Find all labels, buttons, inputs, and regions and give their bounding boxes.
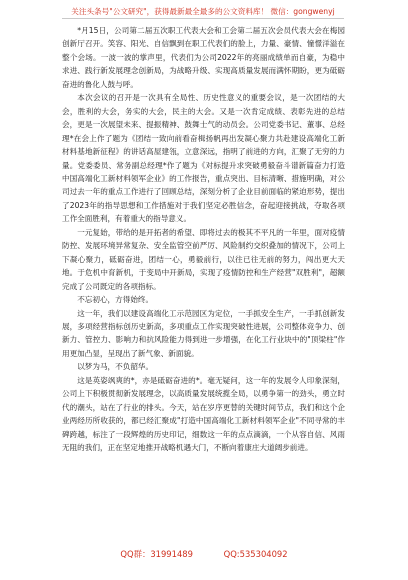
contact-footer (0, 547, 408, 561)
paragraph-achievements: 这一年，我们以建设高端化工示范园区为定位，一手抓安全生产，一手抓创新发展，多项经营指标创历史新高，多项重点工作实现突破性进展，公司整体竞争力、创新力、管控力、影响力和抗风险能力得到进一步增强，在化工行业块中的"顶梁柱"作用更加凸显，呈现出了新气象、新面貌。 (62, 308, 345, 358)
paragraph-year-review: 一元复始，带给的是开拓者的希望、即将过去的极其不平凡的一年里，面对疫情防控、发展环境异常复杂、安全监管空前严厉、风险制约交织叠加的情况下，公司上下凝心聚力，砥砺奋进，团结一心，勇毅前行，以往已往无前的努力，闯出更大天地。于危机中育新机，于变局中开新局，实现了疫情防控和生产经营"双胜利"，超额完成了公司既定的各项指标。 (62, 227, 345, 291)
paragraph-opening: *月15日，公司第二届五次职工代表大会和工会第二届五次会员代表大会在梅园创新厅召开。笑容、阳光、自信飘到在职工代表们的脸上，力量、豪情、憧憬洋溢在整个会场。一波一波的掌声里，代表们为公司2022年的亮丽成绩单而自豪，为稳中求进、践行新发展理念创新局，为战略升级、实现高质量发展而满怀期盼，更为砥砺奋进的鲁化人鼓与呼。 (62, 26, 345, 89)
qq-group-number: QQ群：31991489 (120, 549, 193, 559)
promo-banner: 关注头条号"公文研究"，获得最新最全最多的公文资料库！ 微信：gongwenyj (71, 7, 335, 16)
qq-number: QQ:535304092 (223, 549, 288, 559)
paragraph-meeting-significance: 本次会议的召开是一次具有全局性、历史性意义的重要会议，是一次团结的大会，胜利的大会，务实的大会，民主的大会。又是一次肯定成绩、表彰先进的总结会，更是一次展望未来、提振精神、鼓舞士气的动员会。公司党委书记、董事、总经理*在会上作了题为《团结一致向前看奋楫扬帆再出发凝心聚力共赴建设高端化工新材料基地新征程》的讲话高屋建瓴，立意深远，指明了前进的方向，汇聚了无穷的力量。党委委员、常务副总经理*作了题为《对标提升求突破勇毅奋斗谱新篇奋力打造中国高端化工新材料领军企业》的工作报告，重点突出、目标清晰、措施明确，对公司过去一年的重点工作进行了回顾总结，深刻分析了企业目前面临的紧迫形势，提出了2023年的指导思想和工作措施对于我们坚定必胜信念，奋起迎接挑战，夺取各项工作全面胜利，有着重大的指导意义。 (62, 93, 345, 224)
header-divider (62, 18, 344, 19)
paragraph-motto-1: 不忘初心，方得始终。 (77, 295, 154, 305)
paragraph-closing: 这是英姿飒爽的*，亦是砥砺奋进的*。毫无疑问，这一年的发展令人印象深刻，公司上下积极贯彻新发展理念，以高质量发展统揽全局，以勇争第一的劲头，勇立时代的潮头，站在了行业的排头。今天，站在岁序更替的关键时间节点，我们和这个企业两经历所收获的，都已经汇聚成"打造中国高端化工新材料领军企业"不同寻常的丰碑跨越，标注了一段辉煌的历史印记，细数这一年的点点滴滴，一个从容自信、风雨无阻的我们，正在坚定地推开战略机遇大门，不断向着康庄大道阔步前进。 (62, 375, 345, 453)
paragraph-motto-2: 以梦为马，不负韶华。 (77, 362, 154, 372)
article-body (62, 24, 345, 544)
